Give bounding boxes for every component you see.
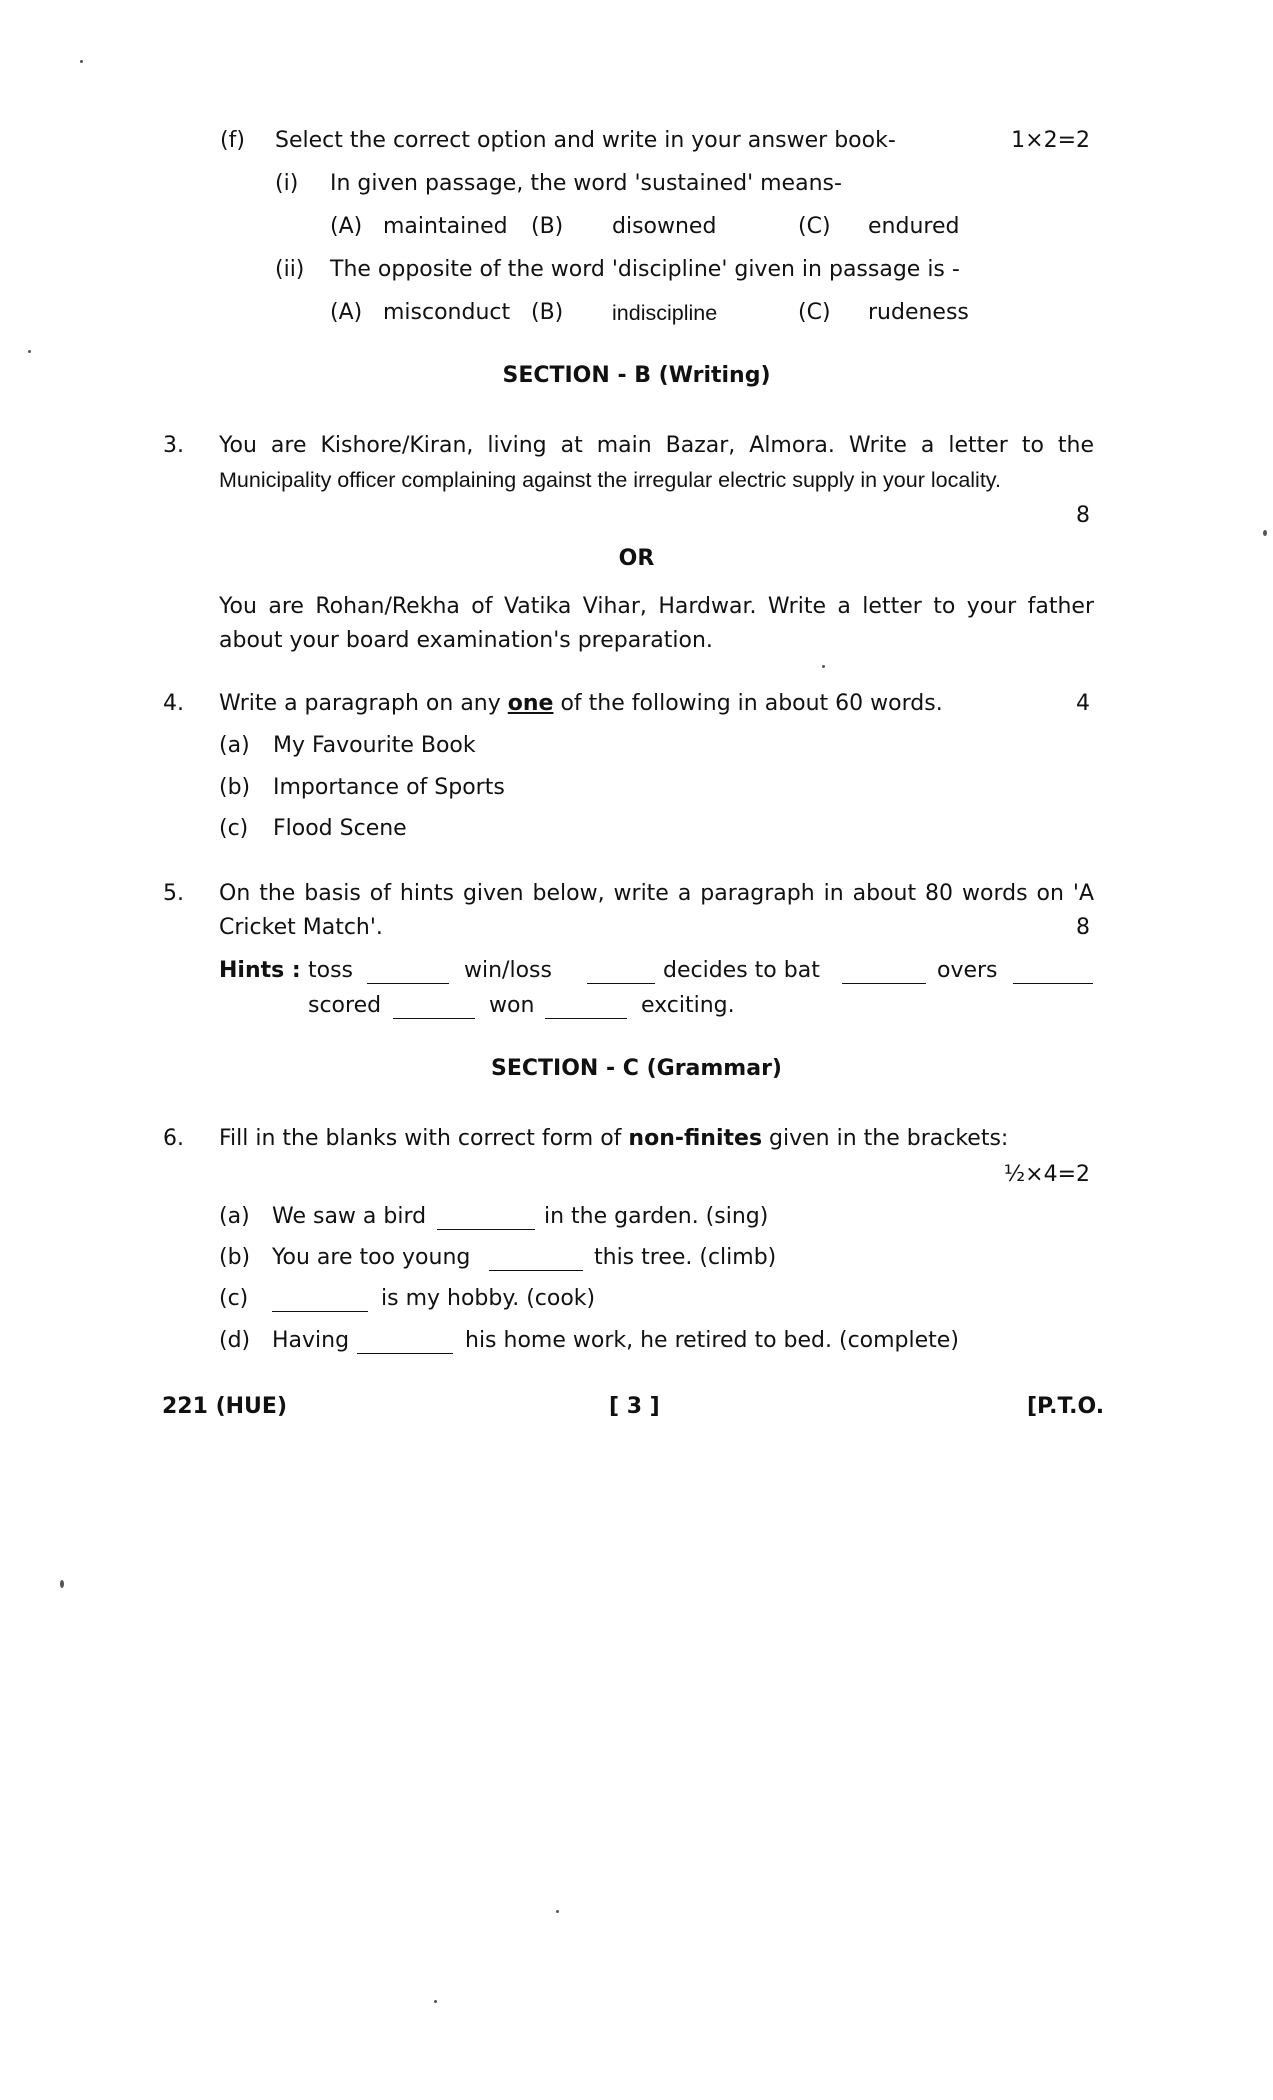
q2f-ii-label: (ii) [275, 257, 305, 282]
q5-line2: Cricket Match'. [219, 915, 383, 940]
q3-alt-line2: about your board examination's preparation. [219, 628, 713, 653]
q2f-ii-option-c-text: rudeness [868, 300, 969, 325]
q6-text-emphasis: non-finites [628, 1126, 763, 1151]
scan-speck [822, 665, 825, 668]
q2f-ii-option-b-label: (B) [531, 300, 564, 325]
q2f-i-option-b-text: disowned [612, 214, 717, 239]
q4-text [219, 690, 943, 718]
q5-hint-winloss: win/loss [464, 958, 552, 983]
q2f-i-option-b-label: (B) [531, 214, 564, 239]
q4-item-b-label: (b) [219, 775, 251, 800]
q6-text-before: Fill in the blanks with correct form of [219, 1126, 622, 1151]
q6-text [219, 1125, 1008, 1153]
scan-speck [1263, 530, 1267, 536]
q6-b-after: this tree. (climb) [594, 1245, 777, 1270]
q2f-i-label: (i) [275, 171, 299, 196]
footer-pto: [P.T.O. [1027, 1394, 1105, 1419]
q3-or: OR [618, 546, 655, 571]
q6-number: 6. [163, 1126, 184, 1151]
q4-item-a-text: My Favourite Book [273, 733, 476, 758]
q5-hint-overs-blank [1013, 963, 1093, 984]
q6-text-after: given in the brackets: [769, 1126, 1009, 1151]
q6-c-label: (c) [219, 1286, 249, 1311]
q6-d-after: his home work, he retired to bed. (complete) [465, 1328, 959, 1353]
q4-item-c-label: (c) [219, 816, 249, 841]
q5-hint-toss: toss [308, 958, 354, 983]
q2f-label: (f) [220, 128, 245, 153]
q2f-ii-option-a-label: (A) [330, 300, 363, 325]
q5-number: 5. [163, 881, 184, 906]
q4-number: 4. [163, 691, 184, 716]
q6-c-after: is my hobby. (cook) [381, 1286, 596, 1311]
q4-item-c-text: Flood Scene [273, 816, 407, 841]
q3-alt-line1: You are Rohan/Rekha of Vatika Vihar, Hardwar. Write a letter to your father [219, 594, 1094, 619]
scan-speck [434, 2000, 437, 2003]
q2f-i-option-c-label: (C) [798, 214, 831, 239]
q5-hints-label: Hints : [219, 958, 301, 983]
q5-hint-decides: decides to bat [663, 958, 820, 983]
q2f-ii-option-b-text: indiscipline [612, 301, 718, 325]
q4-item-b-text: Importance of Sports [273, 775, 505, 800]
q2f-ii-option-a-text: misconduct [383, 300, 511, 325]
q5-hint-decides-blank [842, 963, 926, 984]
q2f-i-option-c-text: endured [868, 214, 960, 239]
q4-text-emphasis: one [507, 691, 554, 716]
q4-text-before: Write a paragraph on any [219, 691, 501, 716]
q6-a-before: We saw a bird [272, 1204, 427, 1229]
q6-b-blank [489, 1250, 583, 1271]
q5-hint-overs: overs [937, 958, 998, 983]
q5-hint-won: won [489, 993, 535, 1018]
section-c-title: SECTION - C (Grammar) [491, 1056, 782, 1081]
q6-b-before: You are too young [272, 1245, 471, 1270]
q5-hint-exciting: exciting. [641, 993, 735, 1018]
q6-a-label: (a) [219, 1204, 250, 1229]
q5-line1: On the basis of hints given below, write a paragraph in about 80 words on 'A [219, 881, 1094, 906]
q5-marks: 8 [1076, 915, 1090, 940]
q3-number: 3. [163, 433, 184, 458]
scan-speck [80, 60, 83, 63]
q3-line2: Municipality officer complaining against the irregular electric supply in your locality. [219, 468, 1001, 492]
q6-d-label: (d) [219, 1328, 251, 1353]
q2f-ii-text: The opposite of the word 'discipline' given in passage is - [330, 257, 960, 282]
scan-speck [556, 1910, 559, 1913]
q5-hint-toss-blank [367, 963, 449, 984]
section-b-title: SECTION - B (Writing) [502, 363, 771, 388]
q5-hint-winloss-blank [587, 963, 655, 984]
q6-a-blank [437, 1209, 535, 1230]
q4-marks: 4 [1076, 691, 1090, 716]
q6-marks: ½×4=2 [1003, 1162, 1090, 1187]
q6-b-label: (b) [219, 1245, 251, 1270]
q6-a-after: in the garden. (sing) [544, 1204, 769, 1229]
q5-hint-won-blank [545, 998, 627, 1019]
q4-item-a-label: (a) [219, 733, 250, 758]
q2f-i-text: In given passage, the word 'sustained' means- [330, 171, 842, 196]
q2f-marks: 1×2=2 [1011, 128, 1090, 153]
q3-line1: You are Kishore/Kiran, living at main Bazar, Almora. Write a letter to the [219, 433, 1094, 458]
q5-hint-scored-blank [393, 998, 475, 1019]
q2f-ii-option-c-label: (C) [798, 300, 831, 325]
q2f-i-option-a-text: maintained [383, 214, 508, 239]
q2f-i-option-a-label: (A) [330, 214, 363, 239]
q6-d-blank [357, 1333, 453, 1354]
footer-paper-code: 221 (HUE) [162, 1394, 287, 1419]
q6-c-blank [272, 1291, 368, 1312]
q6-d-before: Having [272, 1328, 350, 1353]
q5-hint-scored: scored [308, 993, 382, 1018]
q4-text-after: of the following in about 60 words. [560, 691, 943, 716]
q3-marks: 8 [1076, 503, 1090, 528]
q2f-text: Select the correct option and write in your answer book- [275, 128, 896, 153]
scan-speck [28, 350, 31, 353]
footer-page-number: [ 3 ] [609, 1394, 660, 1419]
scan-speck [60, 1580, 64, 1588]
